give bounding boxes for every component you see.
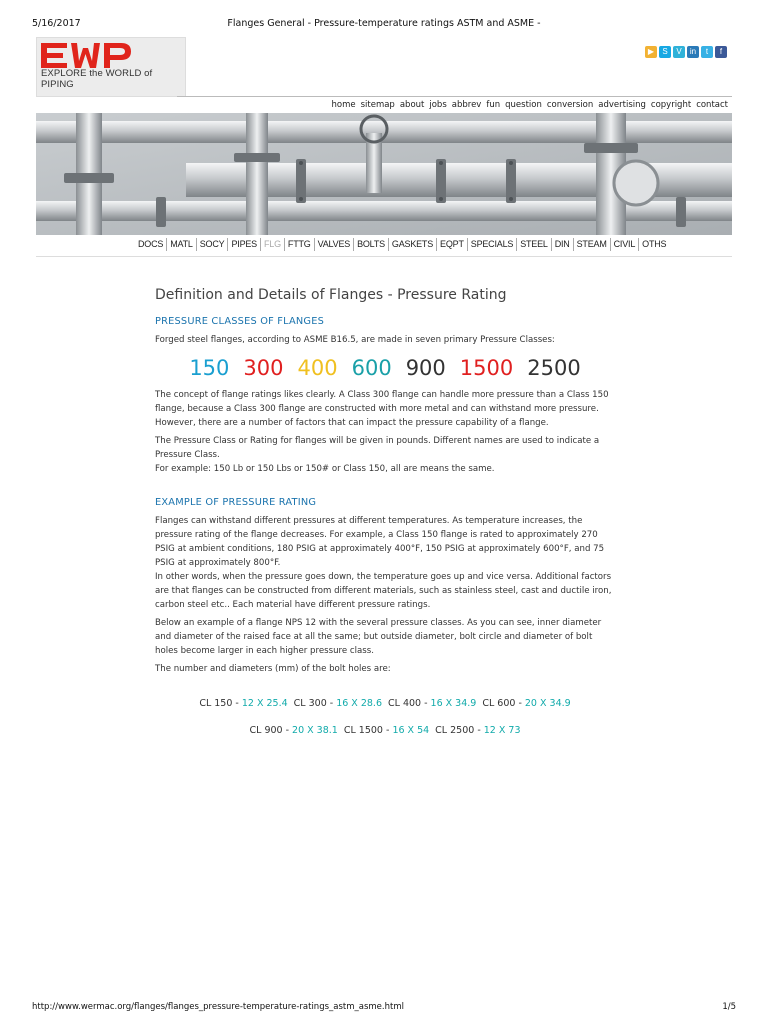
bolt-holes-entry — [482, 698, 570, 709]
main-nav-civil[interactable]: CIVIL — [610, 238, 639, 251]
piping-photo-illustration — [36, 113, 732, 235]
pressure-class-150: 150 — [189, 356, 230, 380]
social-icons — [645, 46, 727, 58]
youtube-icon[interactable]: ▶ — [645, 46, 657, 58]
main-nav-oths[interactable]: OTHS — [638, 238, 669, 251]
paragraph: Below an example of a flange NPS 12 with the several pressure classes. As you can see, inner diameter and diameter of the raised face at all the same; but outside diameter, bolt circle and diameter of bolt holes become larger in each higher pressure class. — [155, 618, 602, 656]
bolt-holes-value: 12 X 25.4 — [241, 698, 288, 709]
twitter-icon[interactable]: t — [701, 46, 713, 58]
bolt-holes-entry — [435, 725, 520, 736]
pressure-class-1500: 1500 — [459, 356, 514, 380]
bolt-holes-entry — [388, 698, 476, 709]
bolt-holes-row — [155, 717, 615, 744]
top-nav-copyright[interactable]: copyright — [650, 100, 692, 110]
main-nav-docs[interactable]: DOCS — [138, 239, 164, 249]
top-nav-question[interactable]: question — [505, 100, 542, 110]
main-navigation — [135, 238, 669, 251]
top-nav-conversion[interactable]: conversion — [546, 100, 594, 110]
main-nav-steam[interactable]: STEAM — [573, 238, 610, 251]
pressure-class-label: CL 2500 - — [435, 725, 484, 736]
pressure-classes-list — [155, 356, 615, 380]
main-nav-pipes[interactable]: PIPES — [227, 238, 260, 251]
page-heading: Definition and Details of Flanges - Pressure Rating — [155, 287, 507, 303]
top-nav-home[interactable]: home — [331, 100, 356, 110]
main-nav-matl[interactable]: MATL — [166, 238, 196, 251]
main-nav-valves[interactable]: VALVES — [314, 238, 353, 251]
bolt-holes-value: 16 X 54 — [392, 725, 430, 736]
bolt-holes-value: 16 X 34.9 — [430, 698, 477, 709]
logo-tagline: EXPLORE the WORLD of PIPING — [41, 68, 153, 90]
main-nav-flg[interactable]: FLG — [260, 238, 284, 251]
main-nav-fttg[interactable]: FTTG — [284, 238, 314, 251]
bolt-holes-value: 20 X 34.9 — [524, 698, 571, 709]
pressure-class-900: 900 — [405, 356, 446, 380]
paragraph: Forged steel flanges, according to ASME B16.5, are made in seven primary Pressure Classes: — [155, 335, 555, 345]
top-nav-sitemap[interactable]: sitemap — [360, 100, 395, 110]
bolt-holes-entry — [199, 698, 287, 709]
top-nav-contact[interactable]: contact — [696, 100, 728, 110]
page-url: http://www.wermac.org/flanges/flanges_pressure-temperature-ratings_astm_asme.html — [32, 1002, 404, 1012]
print-date: 5/16/2017 — [32, 18, 81, 29]
pressure-class-600: 600 — [351, 356, 392, 380]
pressure-class-label: CL 300 - — [293, 698, 337, 709]
top-nav-abbrev[interactable]: abbrev — [451, 100, 482, 110]
main-nav-gaskets[interactable]: GASKETS — [388, 238, 436, 251]
main-nav-socy[interactable]: SOCY — [196, 238, 228, 251]
hero-image-piping — [36, 113, 732, 235]
pressure-class-300: 300 — [243, 356, 284, 380]
paragraph: The Pressure Class or Rating for flanges will be given in pounds. Different names are used to indicate a Pressure Class. — [155, 436, 600, 460]
main-nav-steel[interactable]: STEEL — [516, 238, 551, 251]
bolt-holes-value: 20 X 38.1 — [292, 725, 338, 736]
bolt-holes-entry — [294, 698, 382, 709]
pressure-class-label: CL 900 - — [249, 725, 293, 736]
bolt-holes-row — [155, 690, 615, 717]
header-divider — [177, 96, 732, 97]
vimeo-icon[interactable]: V — [673, 46, 685, 58]
article-content — [155, 288, 615, 744]
pressure-class-label: CL 400 - — [388, 698, 431, 709]
print-title: Flanges General - Pressure-temperature ratings ASTM and ASME - — [227, 18, 541, 29]
facebook-icon[interactable]: f — [715, 46, 727, 58]
site-logo[interactable] — [36, 37, 186, 97]
section-heading-example-pressure-rating: EXAMPLE OF PRESSURE RATING — [155, 497, 317, 508]
linkedin-icon[interactable]: in — [687, 46, 699, 58]
pressure-class-400: 400 — [297, 356, 338, 380]
bolt-holes-value: 12 X 73 — [483, 725, 521, 736]
paragraph: The number and diameters (mm) of the bolt holes are: — [155, 664, 391, 674]
top-navigation — [331, 100, 728, 110]
bolt-holes-entry — [344, 725, 429, 736]
section-heading-pressure-classes: PRESSURE CLASSES OF FLANGES — [155, 316, 325, 327]
bolt-holes-table — [155, 690, 615, 744]
bolt-holes-entry — [250, 725, 338, 736]
paragraph: The concept of flange ratings likes clearly. A Class 300 flange can handle more pressure than a Class 150 flange, because a Class 300 flange are constructed with more metal and can withstand more pressure. However, there are a number of factors that can impact the pressure capability of a flange. — [155, 390, 609, 428]
pressure-class-label: CL 600 - — [482, 698, 525, 709]
ewp-logo-mark-icon — [41, 43, 141, 69]
paragraph: Flanges can withstand different pressures at different temperatures. As temperature increases, the pressure rating of the flange decreases. For example, a Class 150 flange is rated to approximately 270 PSIG at ambient conditions, 180 PSIG at approximately 400°F, 150 PSIG at approximately 600°F, and 75 PSIG at approximately 800°F. — [155, 516, 605, 568]
main-nav-bolts[interactable]: BOLTS — [353, 238, 388, 251]
nav-divider — [36, 256, 732, 257]
paragraph: In other words, when the pressure goes down, the temperature goes up and vice versa. Additional factors are that flanges can be constructed from different materials, such as stainless steel, cast and ductile iron, carbon steel etc.. Each material have different pressure ratings. — [155, 572, 612, 610]
bolt-holes-value: 16 X 28.6 — [336, 698, 382, 709]
main-nav-specials[interactable]: SPECIALS — [467, 238, 516, 251]
paragraph: For example: 150 Lb or 150 Lbs or 150# or Class 150, all are means the same. — [155, 464, 495, 474]
top-nav-jobs[interactable]: jobs — [429, 100, 447, 110]
skype-icon[interactable]: S — [659, 46, 671, 58]
pressure-class-label: CL 150 - — [199, 698, 242, 709]
main-nav-din[interactable]: DIN — [551, 238, 573, 251]
pressure-class-label: CL 1500 - — [343, 725, 393, 736]
page-number: 1/5 — [722, 1002, 736, 1012]
top-nav-advertising[interactable]: advertising — [598, 100, 646, 110]
top-nav-fun[interactable]: fun — [486, 100, 501, 110]
pressure-class-2500: 2500 — [527, 356, 581, 380]
top-nav-about[interactable]: about — [399, 100, 425, 110]
main-nav-eqpt[interactable]: EQPT — [436, 238, 467, 251]
